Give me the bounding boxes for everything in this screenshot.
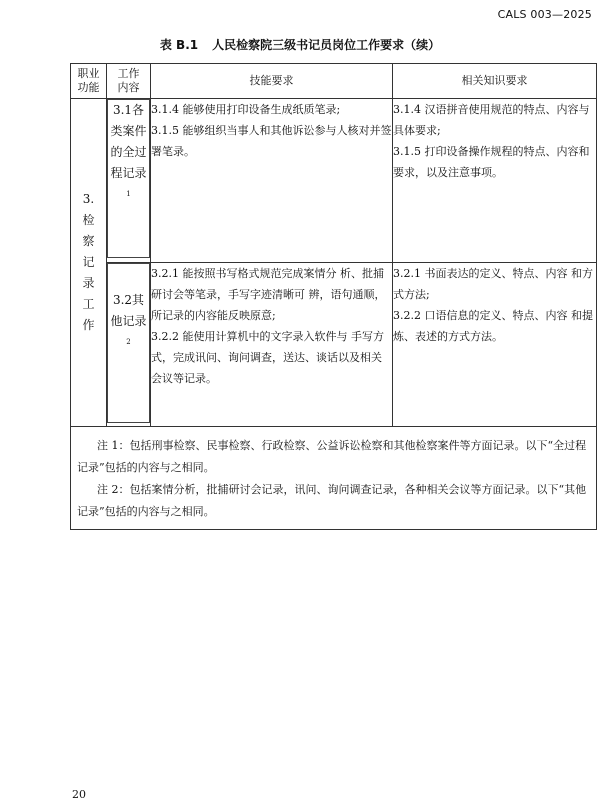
knowledge-item: 3.2.2 口语信息的定义、特点、内容 和提炼、表述的方式方法。: [393, 309, 593, 343]
knowledge-item: 3.2.1 书面表达的定义、特点、内容 和方式方法;: [393, 267, 593, 301]
content-label: 3.2其他记录: [110, 293, 147, 328]
skill-item: 3.2.2 能使用计算机中的文字录入软件与 手写方式，完成讯问、询问调查，送达、谈话以及相关会议等记录。: [151, 330, 384, 385]
knowledge-item: 3.1.4 汉语拼音使用规范的特点、内容与具体要求;: [393, 103, 590, 137]
table-row: [71, 99, 597, 263]
notes-cell: [71, 427, 597, 530]
table-number: 表 B.1: [159, 38, 199, 52]
footnote-marker: 1: [126, 190, 131, 198]
knowledge-cell: [393, 263, 597, 427]
function-cell: [71, 99, 107, 427]
standard-code: CALS 003—2025: [497, 8, 592, 21]
table-caption: 人民检察院三级书记员岗位工作要求（续）: [212, 38, 441, 52]
skill-item: 3.1.5 能够组织当事人和其他诉讼参与人核对并签署笔录。: [151, 124, 392, 158]
function-label: 3.检察记录工作: [82, 192, 95, 332]
content-label: 3.1各类案件的全过程记录: [110, 103, 147, 180]
skills-cell: [151, 263, 393, 427]
header-knowledge: 相关知识要求: [393, 64, 597, 99]
skill-item: 3.2.1 能按照书写格式规范完成案情分 析、批捕研讨会等笔录，手写字迹清晰可 辨，语句通顺，所记录的内容能反映原意;: [151, 267, 386, 322]
skills-cell: [151, 99, 393, 263]
knowledge-cell: [393, 99, 597, 263]
note-1: 注 1：包括刑事检察、民事检察、行政检察、公益诉讼检察和其他检察案件等方面记录。以下“全过程记录”包括的内容与之相同。: [77, 439, 587, 474]
header-skills: 技能要求: [151, 64, 393, 99]
notes-row: [71, 427, 597, 530]
footnote-marker: 2: [126, 338, 131, 346]
table-header-row: [71, 64, 597, 99]
content-cell: [107, 263, 151, 427]
requirements-table: [70, 63, 597, 530]
page-number: 20: [72, 788, 86, 801]
header-content: 工作内容: [107, 64, 151, 99]
content-cell: [107, 99, 151, 263]
table-title: [0, 36, 600, 53]
header-function: 职业功能: [71, 64, 107, 99]
table-row: [71, 263, 597, 427]
note-2: 注 2：包括案情分析，批捕研讨会记录，讯问、询问调查记录，各种相关会议等方面记录。以下“其他记录”包括的内容与之相同。: [77, 483, 587, 518]
skill-item: 3.1.4 能够使用打印设备生成纸质笔录;: [151, 103, 341, 116]
knowledge-item: 3.1.5 打印设备操作规程的特点、内容和要求，以及注意事项。: [393, 145, 590, 179]
